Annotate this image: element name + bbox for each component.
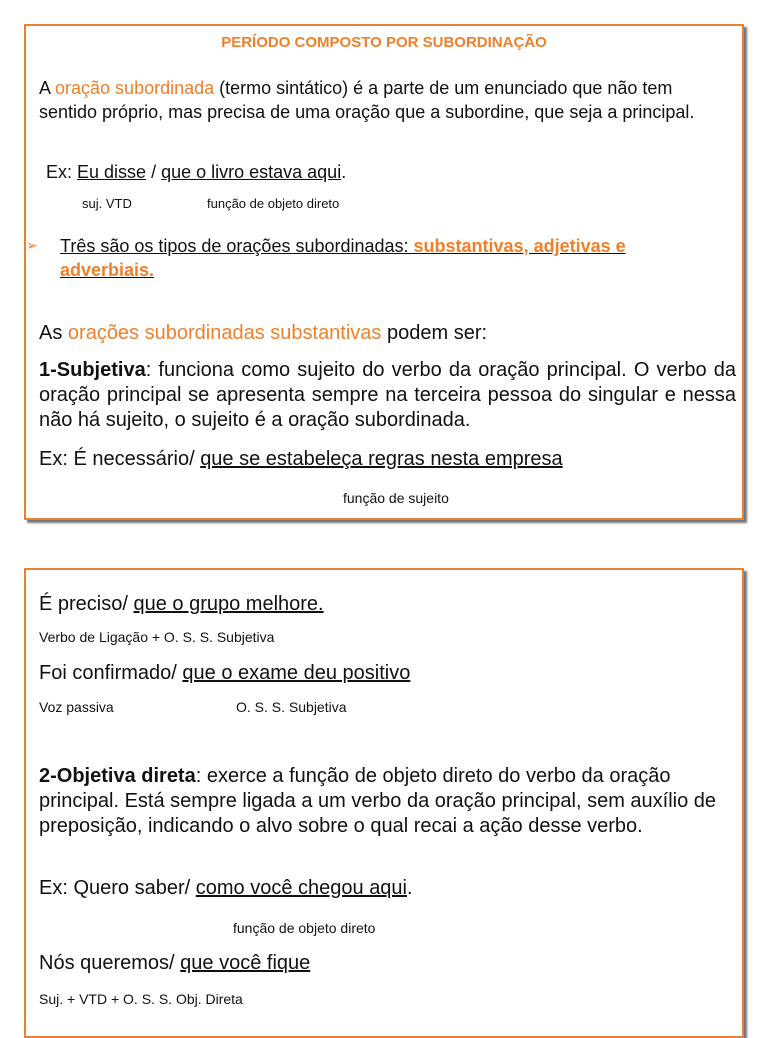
slide-title: PERÍODO COMPOSTO POR SUBORDINAÇÃO <box>221 34 547 51</box>
example-5-underlined: como você chegou aqui <box>195 877 407 899</box>
example-3-note: Verbo de Ligação + O. S. S. Subjetiva <box>39 629 275 645</box>
example-1-note-right: função de objeto direto <box>207 196 340 211</box>
example-1 <box>46 160 346 184</box>
example-1-end: . <box>341 162 347 182</box>
objective-direct-paragraph <box>39 764 739 839</box>
objective-direct-label: 2-Objetiva direta <box>39 765 196 787</box>
example-5-prefix: Ex: Quero saber/ <box>39 877 196 899</box>
example-3-prefix: É preciso/ <box>39 593 134 615</box>
substantive-highlight: orações subordinadas substantivas <box>67 322 382 344</box>
example-3 <box>39 592 324 617</box>
example-4 <box>39 661 410 686</box>
substantive-suffix: podem ser: <box>381 322 488 344</box>
example-1-part-2: que o livro estava aqui <box>161 162 342 182</box>
example-1-part-1: Eu disse <box>77 162 147 182</box>
objective-direct-text: : exerce a função de objeto direto do verbo da oração principal. Está sempre ligada a um verbo da oração principal, sem auxílio de preposição, indicando o alvo sobre o qual recai a ação desse verbo. <box>39 765 717 837</box>
example-3-underlined: que o grupo melhore. <box>133 593 324 615</box>
subjective-text: : funciona como sujeito do verbo da oração principal. O verbo da oração principal se apresenta sempre na terceira pessoa do singular e nessa não há sujeito, o sujeito é a oração subordinada. <box>39 359 736 431</box>
example-1-separator: / <box>146 162 162 182</box>
definition-prefix: A <box>39 78 56 98</box>
bullet-arrow-icon: ➢ <box>26 237 38 253</box>
types-text: Três são os tipos de orações subordinadas: <box>60 236 414 256</box>
example-4-note-left: Voz passiva <box>39 699 114 715</box>
example-6-note: Suj. + VTD + O. S. S. Obj. Direta <box>39 991 243 1007</box>
types-bullet <box>60 234 700 282</box>
example-4-underlined: que o exame deu positivo <box>182 662 411 684</box>
example-6 <box>39 951 310 976</box>
example-6-prefix: Nós queremos/ <box>39 952 181 974</box>
definition-highlight: oração subordinada <box>55 78 215 98</box>
example-5-note: função de objeto direto <box>233 920 376 936</box>
example-2 <box>39 447 563 472</box>
slide-1 <box>24 24 744 520</box>
types-highlight: substantivas, adjetivas e adverbiais. <box>60 236 626 280</box>
subjective-label: 1-Subjetiva <box>39 359 146 381</box>
example-4-prefix: Foi confirmado/ <box>39 662 183 684</box>
example-2-note: função de sujeito <box>343 490 449 506</box>
example-5 <box>39 876 413 901</box>
example-5-end: . <box>407 877 413 899</box>
definition-text: (termo sintático) é a parte de um enunciado que não tem sentido próprio, mas precisa de uma oração que a subordine, que seja a principal. <box>39 78 695 122</box>
example-1-label: Ex: <box>46 162 78 182</box>
substantive-prefix: As <box>39 322 68 344</box>
substantive-intro <box>39 321 487 346</box>
definition-paragraph <box>39 76 735 124</box>
example-2-prefix: Ex: É necessário/ <box>39 448 201 470</box>
subjective-paragraph <box>39 358 736 433</box>
slide-2 <box>24 568 744 1038</box>
example-4-note-right: O. S. S. Subjetiva <box>236 699 347 715</box>
example-2-underlined: que se estabeleça regras nesta empresa <box>200 448 563 470</box>
example-6-underlined: que você fique <box>180 952 311 974</box>
example-1-note-left: suj. VTD <box>82 196 132 211</box>
